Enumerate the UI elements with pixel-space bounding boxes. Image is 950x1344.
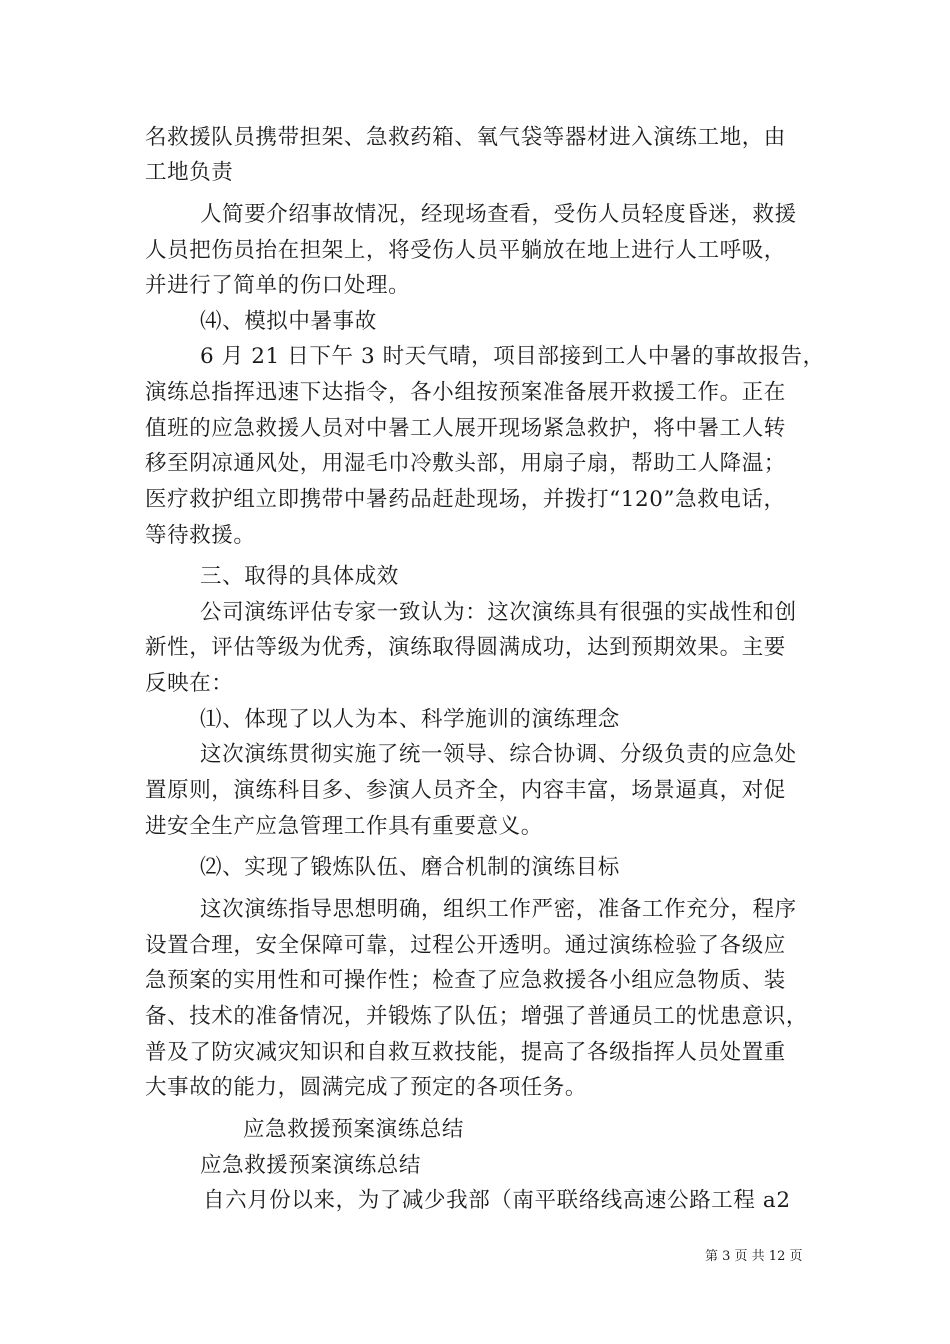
section-heading: ⑵、实现了锻炼队伍、磨合机制的演练目标 [200, 855, 620, 880]
text-line: 备、技术的准备情况，并锻炼了队伍；增强了普通员工的忧患意识， [145, 1004, 809, 1029]
text-line: 6 月 21 日下午 3 时天气晴，项目部接到工人中暑的事故报告， [200, 344, 825, 369]
text-line: 人员把伤员抬在担架上，将受伤人员平躺放在地上进行人工呼吸， [145, 238, 786, 263]
text-line: 普及了防灾减灾知识和自救互救技能，提高了各级指挥人员处置重 [145, 1040, 786, 1065]
text-line: 人简要介绍事故情况，经现场查看，受伤人员轻度昏迷，救援 [200, 202, 797, 227]
document-subtitle: 应急救援预案演练总结 [200, 1153, 422, 1178]
text-line: 等待救援。 [145, 523, 256, 548]
text-line: 值班的应急救援人员对中暑工人展开现场紧急救护，将中暑工人转 [145, 416, 786, 441]
text-line: 这次演练贯彻实施了统一领导、综合协调、分级负责的应急处 [200, 742, 797, 767]
text-line: 置原则，演练科目多、参演人员齐全，内容丰富，场景逼真，对促 [145, 778, 786, 803]
document-title: 应急救援预案演练总结 [243, 1117, 465, 1142]
text-line: 医疗救护组立即携带中暑药品赶赴现场，并拨打“120”急救电话， [145, 487, 786, 512]
text-line: 自六月份以来，为了减少我部（南平联络线高速公路工程 a2 [203, 1188, 791, 1213]
page-number: 第 3 页 共 12 页 [705, 1249, 803, 1264]
text-line: 这次演练指导思想明确，组织工作严密，准备工作充分，程序 [200, 897, 797, 922]
text-line: 急预案的实用性和可操作性；检查了应急救援各小组应急物质、装 [145, 968, 786, 993]
section-heading: ⑴、体现了以人为本、科学施训的演练理念 [200, 707, 620, 732]
text-line: 进安全生产应急管理工作具有重要意义。 [145, 814, 543, 839]
text-line: 新性，评估等级为优秀，演练取得圆满成功，达到预期效果。主要 [145, 635, 786, 660]
text-line: 工地负责 [145, 160, 234, 185]
section-heading: ⑷、模拟中暑事故 [200, 309, 377, 334]
section-heading: 三、取得的具体成效 [200, 564, 399, 589]
text-line: 大事故的能力，圆满完成了预定的各项任务。 [145, 1075, 588, 1100]
text-line: 名救援队员携带担架、急救药箱、氧气袋等器材进入演练工地，由 [145, 125, 786, 150]
text-line: 设置合理，安全保障可靠，过程公开透明。通过演练检验了各级应 [145, 933, 786, 958]
text-line: 并进行了简单的伤口处理。 [145, 273, 411, 298]
text-line: 公司演练评估专家一致认为：这次演练具有很强的实战性和创 [200, 600, 797, 625]
text-line: 反映在： [145, 671, 234, 696]
text-line: 演练总指挥迅速下达指令，各小组按预案准备展开救援工作。正在 [145, 380, 786, 405]
text-line: 移至阴凉通风处，用湿毛巾冷敷头部，用扇子扇，帮助工人降温； [145, 451, 786, 476]
